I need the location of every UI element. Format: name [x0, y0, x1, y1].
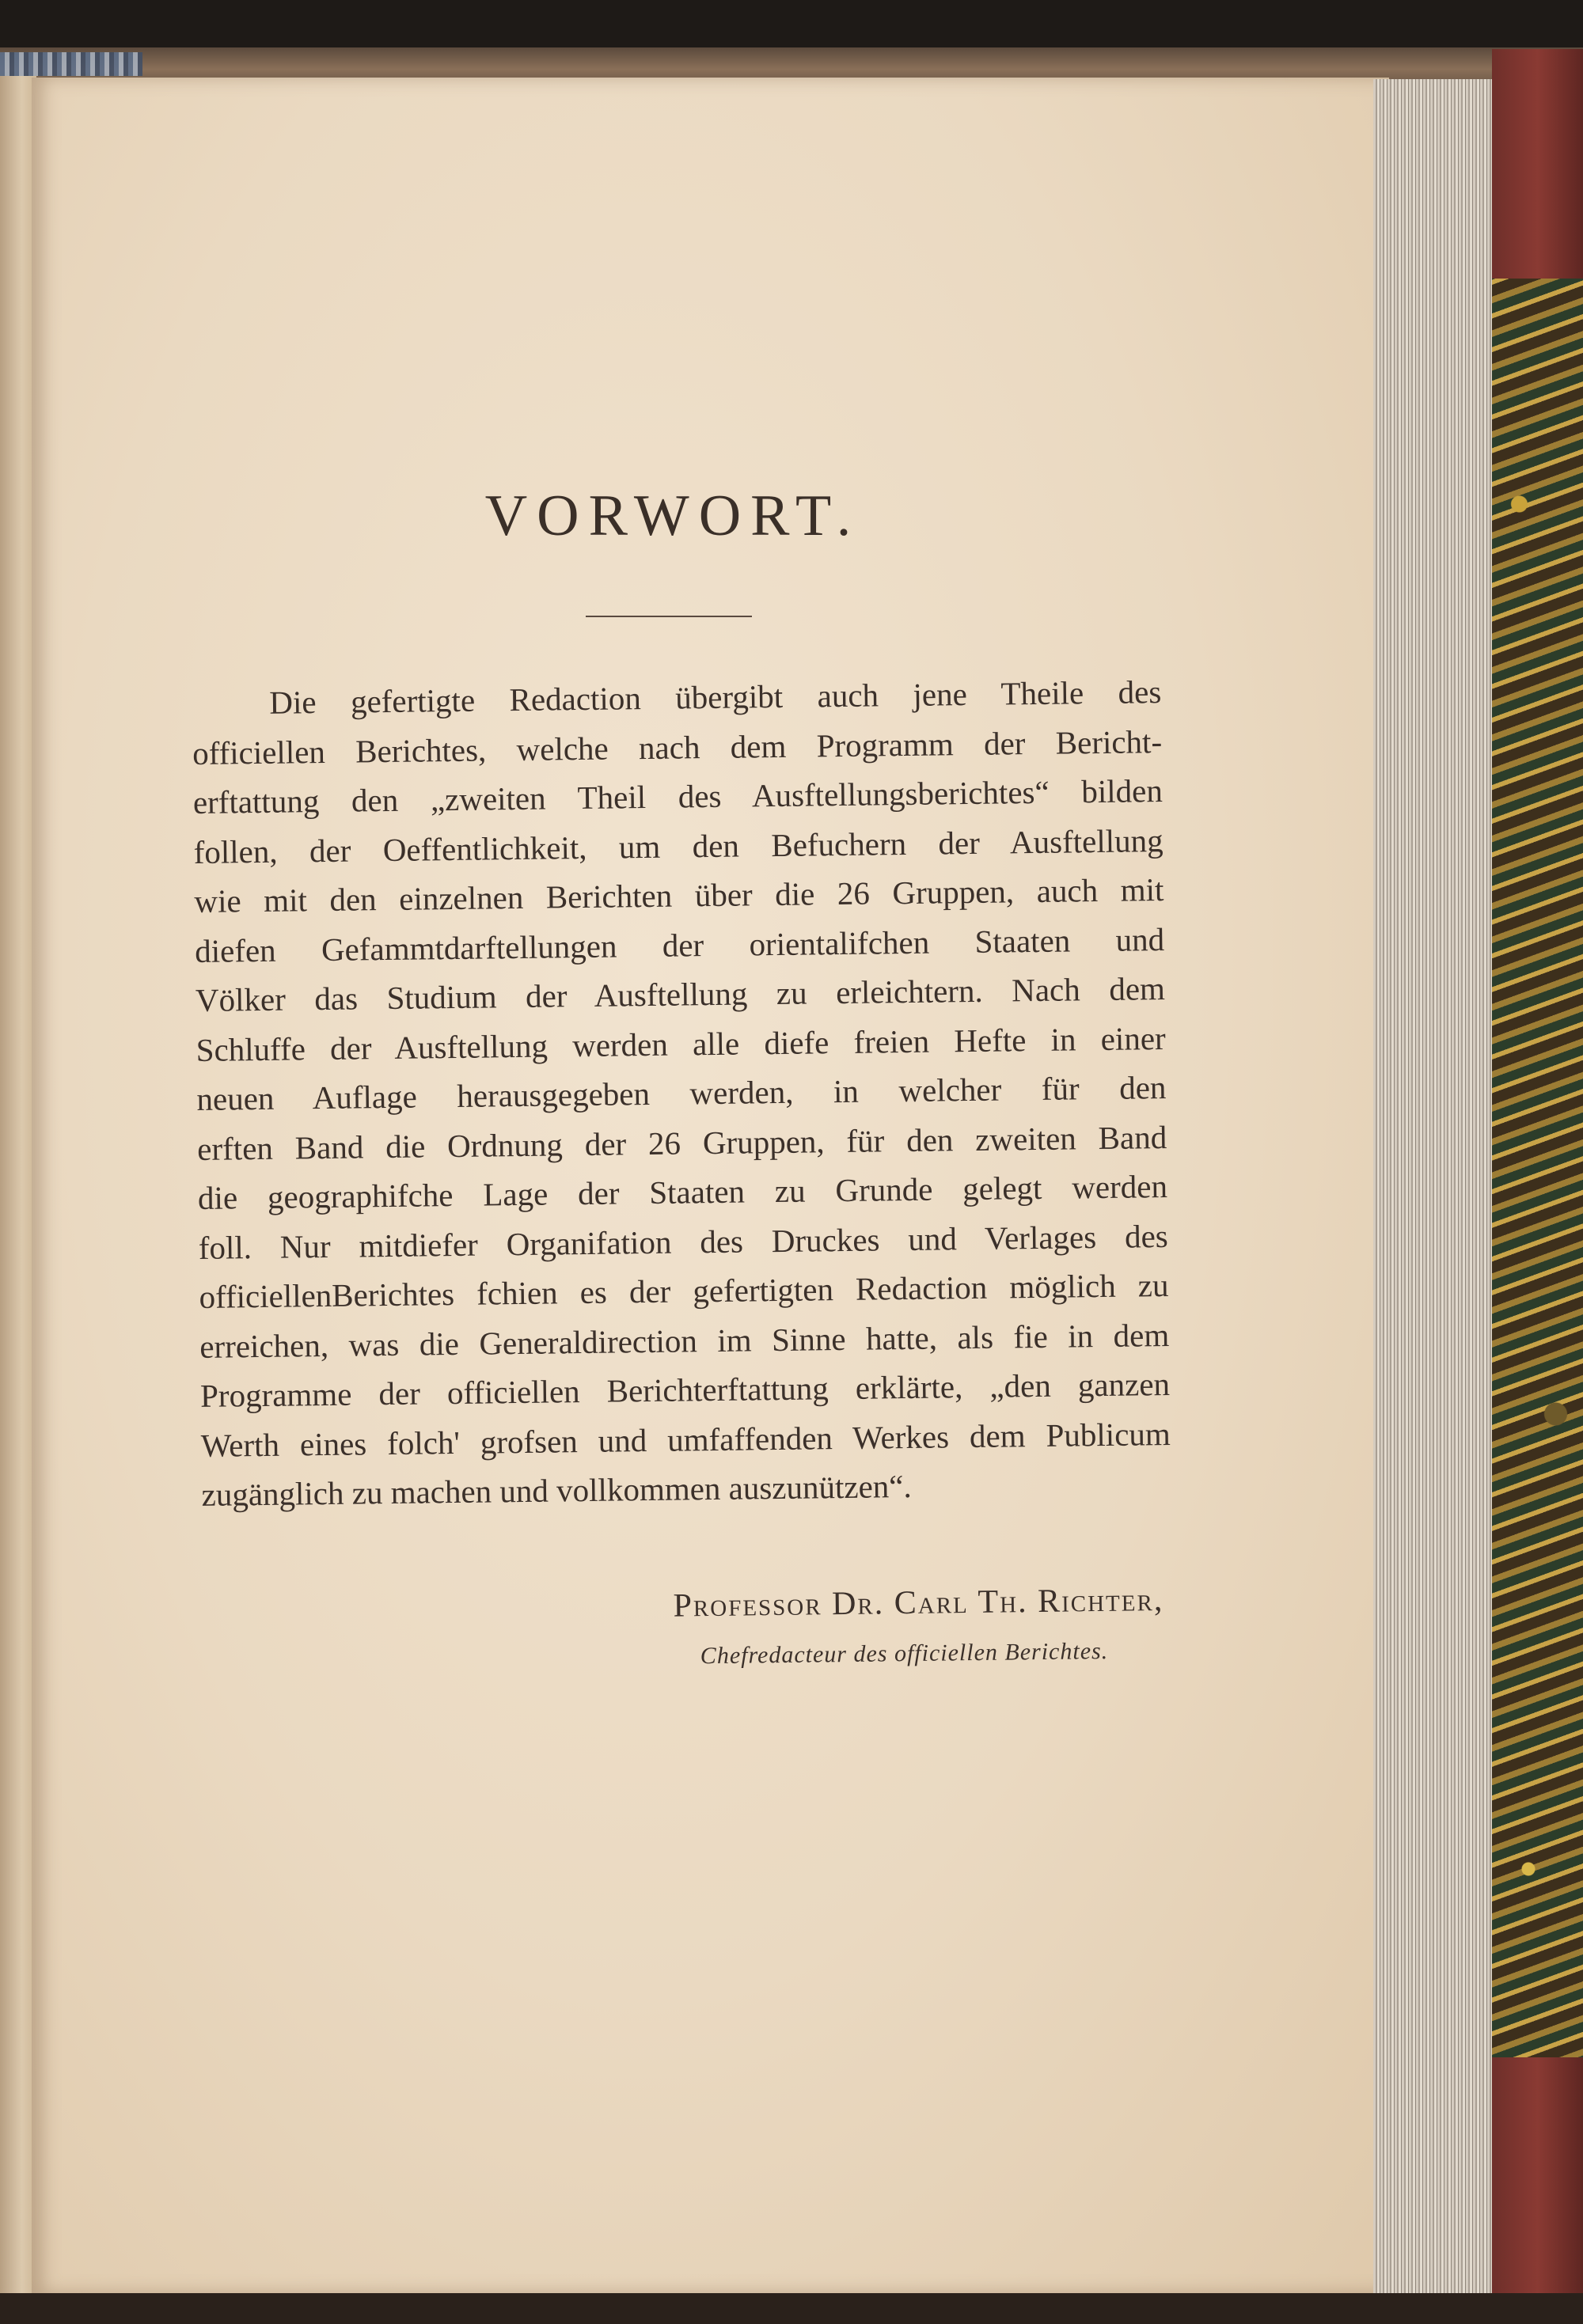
text-line: foll. Nur mitdiefer Organifation des Druckes und Verlages des — [198, 1217, 1168, 1266]
text-line: erften Band die Ordnung der 26 Gruppen, für den zweiten Band — [196, 1118, 1167, 1167]
text-line: Die gefertigte Redaction übergibt auch jene Theile des — [269, 673, 1162, 721]
author-signature: Professor Dr. Carl Th. Richter, — [673, 1581, 1164, 1625]
text-line: Schluffe der Ausftellung werden alle diefe freien Hefte in einer — [196, 1019, 1166, 1068]
text-line: officiellenBerichtes fchien es der gefertigten Redaction möglich zu — [199, 1266, 1169, 1315]
text-line: diefen Gefammtdarftellungen der orientalifchen Staaten und — [194, 920, 1165, 969]
headband — [0, 52, 142, 76]
page-title: VORWORT. — [484, 483, 861, 548]
text-line: follen, der Oeffentlichkeit, um den Befuchern der Ausftellung — [193, 821, 1164, 870]
author-role: Chefredacteur des officiellen Berichtes. — [700, 1638, 1109, 1670]
text-line: erreichen, was die Generaldirection im Sinne hatte, als fie in dem — [199, 1316, 1170, 1365]
text-line: Völker das Studium der Ausftellung zu erleichtern. Nach dem — [195, 970, 1166, 1018]
text-line: officiellen Berichtes, welche nach dem Programm der Bericht- — [192, 722, 1163, 772]
marbled-cover — [1492, 49, 1583, 2324]
text-line: die geographifche Lage der Staaten zu Grunde gelegt werden — [197, 1167, 1168, 1216]
title-divider — [586, 616, 752, 617]
page-stack-edges — [1373, 79, 1492, 2295]
cover-leather-top — [1492, 49, 1583, 279]
text-line: zugänglich zu machen und vollkommen auszunützen“. — [201, 1467, 912, 1513]
text-line: wie mit den einzelnen Berichten über die 26 Gruppen, auch mit — [194, 871, 1164, 919]
text-line: erftattung den „zweiten Theil des Ausftellungsberichtes“ bilden — [192, 772, 1164, 821]
book-bottom-edge — [0, 2293, 1583, 2324]
cover-leather-bottom — [1492, 2057, 1583, 2324]
text-line: Werth eines folch' grofsen und umfaffenden Werkes dem Publicum — [200, 1415, 1171, 1464]
text-line: Programme der officiellen Berichterftattung erklärte, „den ganzen — [199, 1365, 1171, 1414]
text-line: neuen Auflage herausgegeben werden, in welcher für den — [196, 1068, 1167, 1117]
preface-text — [192, 667, 1171, 1519]
